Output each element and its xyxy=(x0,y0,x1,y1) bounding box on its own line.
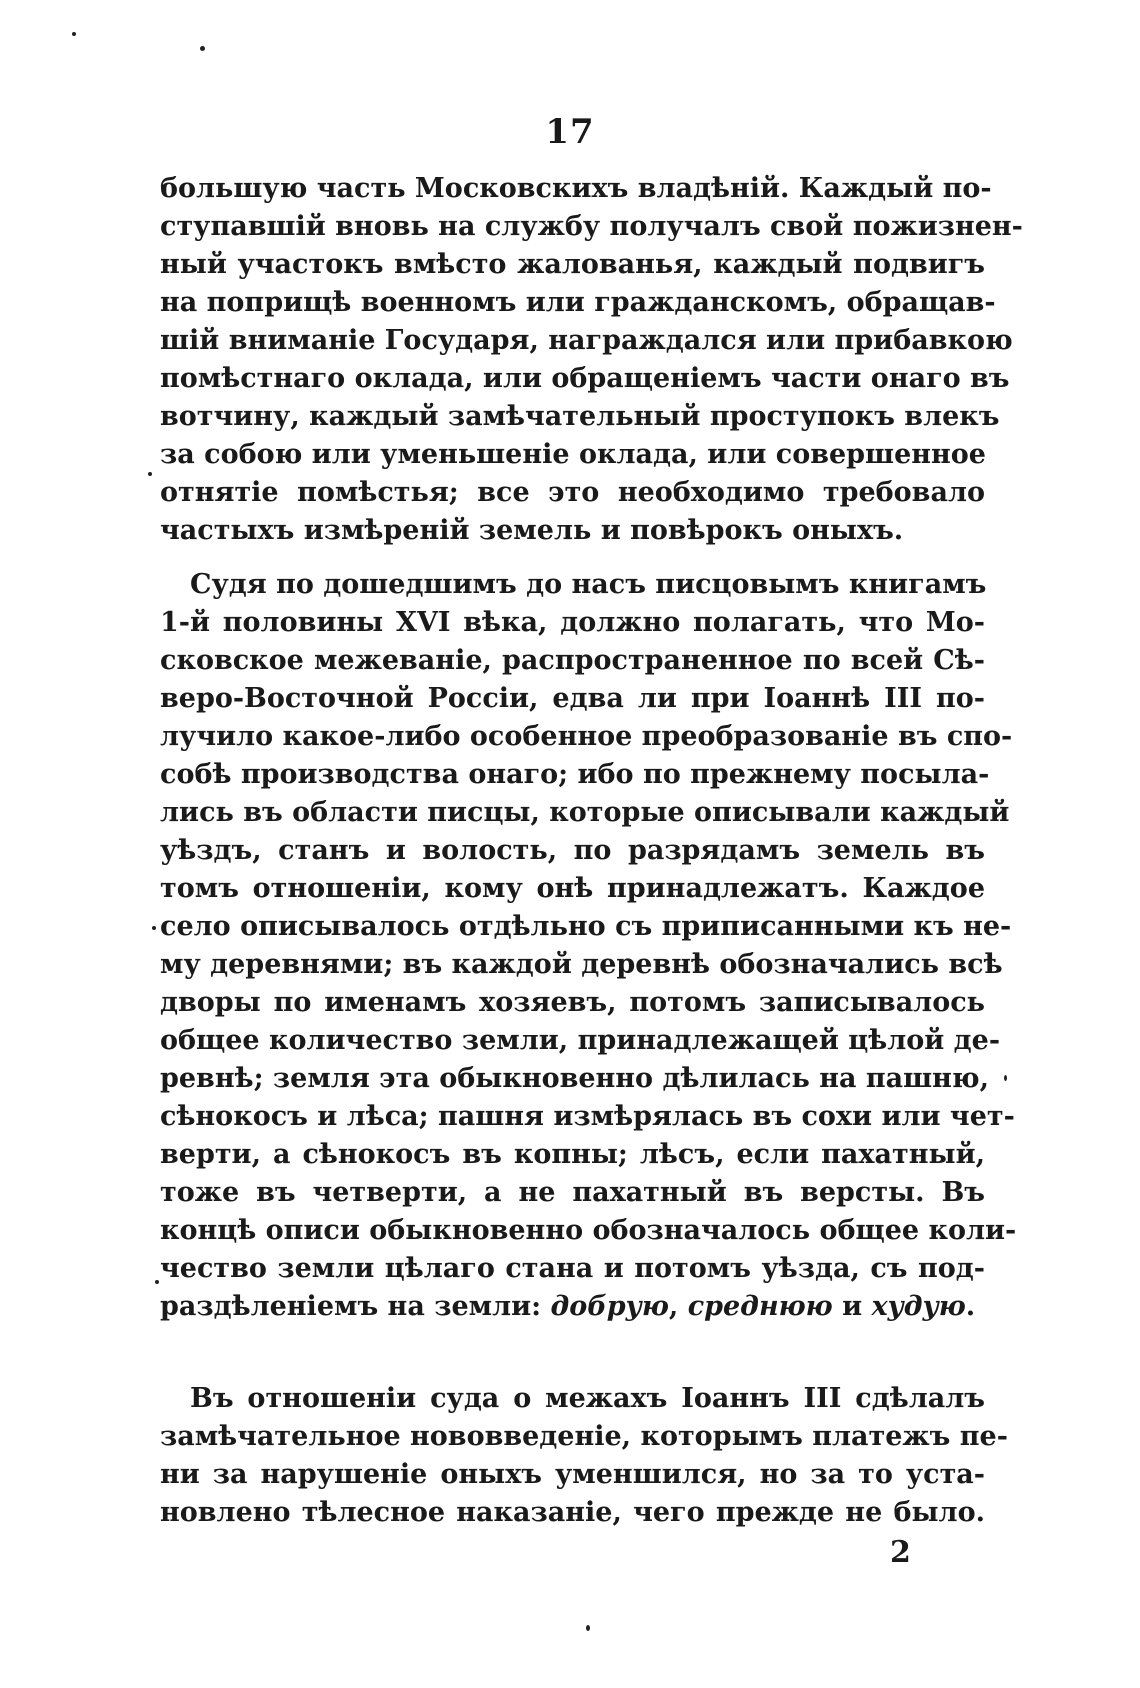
text-line: шій вниманіе Государя, награждался или прибавкою xyxy=(160,325,1013,356)
text-fragment: и xyxy=(832,1291,872,1322)
text-line: большую часть Московскихъ владѣній. Каждый по- xyxy=(160,173,992,204)
text-line: верти, а сѣнокосъ въ копны; лѣсъ, если пахатный, xyxy=(160,1139,985,1170)
signature-mark: 2 xyxy=(890,1535,911,1570)
text-fragment: раздѣленіемъ на земли: xyxy=(160,1291,551,1322)
text-line: за собою или уменьшеніе оклада, или совершенное xyxy=(160,439,986,470)
italic-term: добрую xyxy=(550,1291,669,1322)
text-line: му деревнями; въ каждой деревнѣ обозначались всѣ xyxy=(160,949,1003,980)
text-line: ни за нарушеніе оныхъ уменшился, но за то уста- xyxy=(160,1459,985,1490)
text-line: ревнѣ; земля эта обыкновенно дѣлилась на пашню, xyxy=(160,1063,989,1094)
scan-speck xyxy=(1004,1075,1007,1081)
text-line: общее количество земли, принадлежащей цѣлой де- xyxy=(160,1025,1001,1056)
text-line: тоже въ четверти, а не пахатный въ версты. Въ xyxy=(160,1177,985,1208)
text-line: помѣстнаго оклада, или обращеніемъ части онаго въ xyxy=(160,363,1010,394)
text-line: ступавшій вновь на службу получалъ свой пожизнен- xyxy=(160,211,1023,242)
paragraph-3 xyxy=(160,1380,1008,1532)
text-line: Въ отношеніи суда о межахъ Іоаннъ III сдѣлалъ xyxy=(190,1383,985,1414)
text-line: 1-й половины XVI вѣка, должно полагать, что Мо- xyxy=(160,607,985,638)
text-line: лись въ области писцы, которые описывали каждый xyxy=(160,797,1010,828)
text-line: томъ отношеніи, кому онѣ принадлежатъ. Каждое xyxy=(160,873,985,904)
page-number: 17 xyxy=(545,112,595,152)
scan-speck xyxy=(155,1280,159,1284)
text-line: дворы по именамъ хозяевъ, потомъ записывалось xyxy=(160,987,985,1018)
text-line: ный участокъ вмѣсто жалованья, каждый подвигъ xyxy=(160,249,985,280)
paragraph-2 xyxy=(160,566,1017,1326)
text-line-last xyxy=(160,1288,985,1326)
text-line: веро-Восточной Россіи, едва ли при Іоаннѣ III по- xyxy=(160,683,985,714)
text-line: новлено тѣлесное наказаніе, чего прежде не было. xyxy=(160,1497,985,1528)
scan-speck xyxy=(152,926,156,930)
text-line: на поприщѣ военномъ или гражданскомъ, обращав- xyxy=(160,287,996,318)
text-line: Судя по дошедшимъ до насъ писцовымъ книгамъ xyxy=(190,569,987,600)
text-line: село описывалось отдѣльно съ приписанными къ не- xyxy=(160,911,1012,942)
italic-term: среднюю xyxy=(687,1291,833,1322)
scan-speck xyxy=(148,472,152,476)
text-line: чество земли цѣлаго стана и потомъ уѣзда, съ под- xyxy=(160,1253,985,1284)
text-line: собѣ производства онаго; ибо по прежнему посыла- xyxy=(160,759,990,790)
text-line: вотчину, каждый замѣчательный проступокъ влекъ xyxy=(160,401,1000,432)
scan-speck xyxy=(200,46,205,51)
text-line: лучило какое-либо особенное преобразованіе въ спо- xyxy=(160,721,1013,752)
text-line: уѣздъ, станъ и волость, по разрядамъ земель въ xyxy=(160,835,985,866)
scan-speck xyxy=(586,1625,590,1631)
paragraph-1 xyxy=(160,170,1023,550)
scan-speck xyxy=(72,32,76,36)
text-line: сѣнокосъ и лѣса; пашня измѣрялась въ сохи или чет- xyxy=(160,1101,1015,1132)
text-fragment: . xyxy=(965,1291,976,1322)
italic-term: худую xyxy=(871,1291,966,1322)
text-line: отнятіе помѣстья; все это необходимо требовало xyxy=(160,477,985,508)
text-line: частыхъ измѣреній земель и повѣрокъ оныхъ. xyxy=(160,515,904,546)
text-line: замѣчательное нововведеніе, которымъ платежъ пе- xyxy=(160,1421,1008,1452)
text-line: концѣ описи обыкновенно обозначалось общее коли- xyxy=(160,1215,1017,1246)
text-line: сковское межеваніе, распространенное по всей Сѣ- xyxy=(160,645,985,676)
text-fragment: , xyxy=(668,1291,688,1322)
